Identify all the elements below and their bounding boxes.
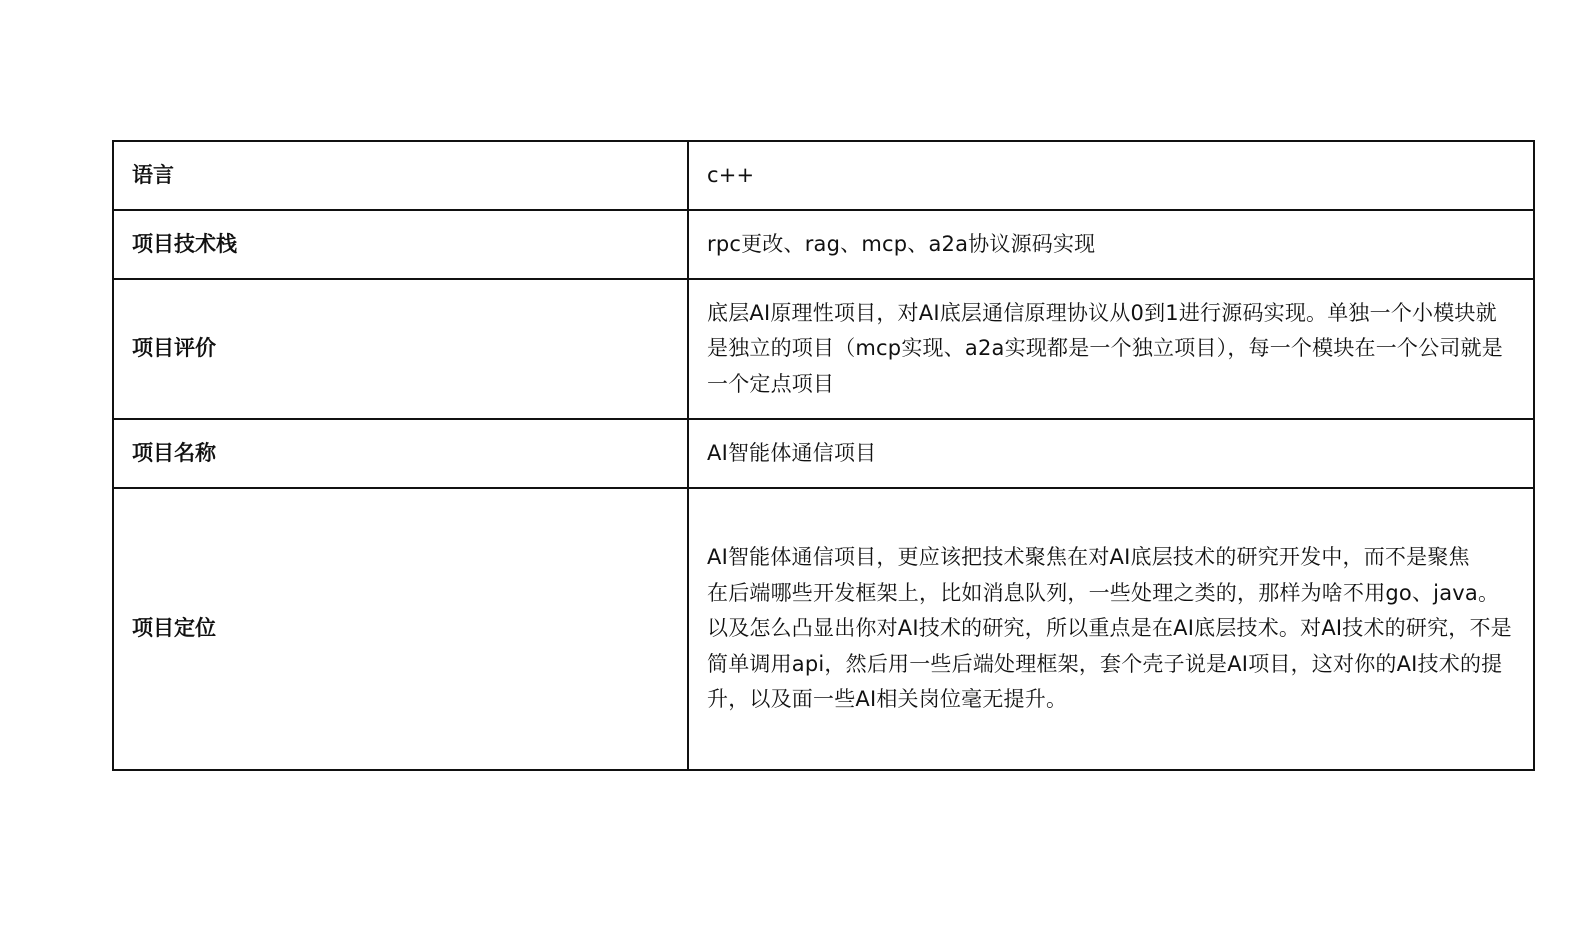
table-row bbox=[113, 488, 1534, 770]
table-row bbox=[113, 141, 1534, 210]
row-value-text: 底层AI原理性项目，对AI底层通信原理协议从0到1进行源码实现。单独一个小模块就是独立的项目（mcp实现、a2a实现都是一个独立项目），每一个模块在一个公司就是一个定点项目 bbox=[707, 300, 1503, 396]
row-value bbox=[688, 210, 1534, 279]
row-value bbox=[688, 419, 1534, 488]
project-info-table bbox=[112, 140, 1535, 771]
row-value bbox=[688, 279, 1534, 419]
row-value bbox=[688, 141, 1534, 210]
row-label: 项目技术栈 bbox=[113, 210, 688, 279]
row-value bbox=[688, 488, 1534, 770]
row-value-text: c++ bbox=[707, 162, 755, 187]
row-label: 语言 bbox=[113, 141, 688, 210]
row-label: 项目定位 bbox=[113, 488, 688, 770]
row-value-text: AI智能体通信项目 bbox=[707, 440, 877, 465]
table-row bbox=[113, 419, 1534, 488]
row-value-text: rpc更改、rag、mcp、a2a协议源码实现 bbox=[707, 231, 1096, 256]
table-row bbox=[113, 210, 1534, 279]
row-label: 项目名称 bbox=[113, 419, 688, 488]
table-row bbox=[113, 279, 1534, 419]
row-label: 项目评价 bbox=[113, 279, 688, 419]
row-value-text: AI智能体通信项目，更应该把技术聚焦在对AI底层技术的研究开发中，而不是聚焦 在后端哪些开发框架上，比如消息队列，一些处理之类的，那样为啥不用go、java。以及怎么凸显出你对AI技术的研究，所以重点是在AI底层技术。对AI技术的研究，不是简单调用api，然后用一些后端处理框架，套个壳子说是AI项目，这对你的AI技术的提升，以及面一些AI相关岗位毫无提升。 bbox=[707, 545, 1512, 712]
